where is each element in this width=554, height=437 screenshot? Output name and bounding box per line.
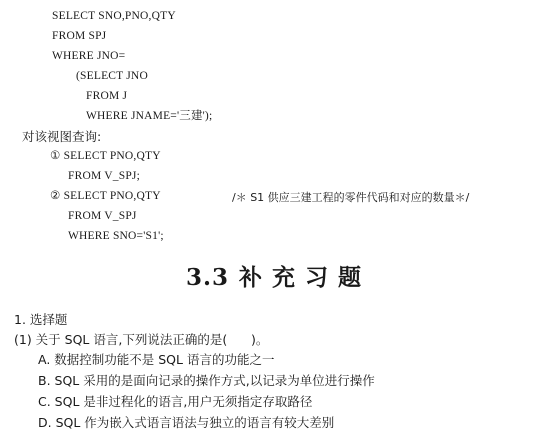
query-2-where: WHERE SNO='S1'; xyxy=(68,230,164,242)
option-d: D. SQL 作为嵌入式语言语法与独立的语言有较大差别 xyxy=(38,415,335,430)
section-heading xyxy=(186,266,371,290)
option-b: B. SQL 采用的是面向记录的操作方式,以记录为单位进行操作 xyxy=(38,373,375,388)
section-title: 补充习题 xyxy=(239,265,372,291)
view-query-intro: 对该视图查询: xyxy=(22,129,102,144)
code-line-where: WHERE JNO= xyxy=(52,50,126,62)
query-2-select: ② SELECT PNO,QTY xyxy=(50,190,161,202)
option-c: C. SQL 是非过程化的语言,用户无须指定存取路径 xyxy=(38,394,313,409)
query-1-from: FROM V_SPJ; xyxy=(68,170,140,182)
query-2-comment: /＊ S1 供应三建工程的零件代码和对应的数量＊/ xyxy=(232,191,470,204)
option-a: A. 数据控制功能不是 SQL 语言的功能之一 xyxy=(38,352,275,367)
exercise-category: 1. 选择题 xyxy=(14,312,68,327)
code-line-subquery-select: (SELECT JNO xyxy=(76,70,148,82)
code-line-subquery-from: FROM J xyxy=(86,90,128,102)
code-line-from: FROM SPJ xyxy=(52,30,107,42)
exercise-question: (1) 关于 SQL 语言,下列说法正确的是( )。 xyxy=(14,332,269,347)
code-line-subquery-where: WHERE JNAME='三建'); xyxy=(86,110,213,122)
query-1-select: ① SELECT PNO,QTY xyxy=(50,150,161,162)
query-2-from: FROM V_SPJ xyxy=(68,210,137,222)
code-line-select: SELECT SNO,PNO,QTY xyxy=(52,10,176,22)
section-number: 3.3 xyxy=(186,264,230,291)
